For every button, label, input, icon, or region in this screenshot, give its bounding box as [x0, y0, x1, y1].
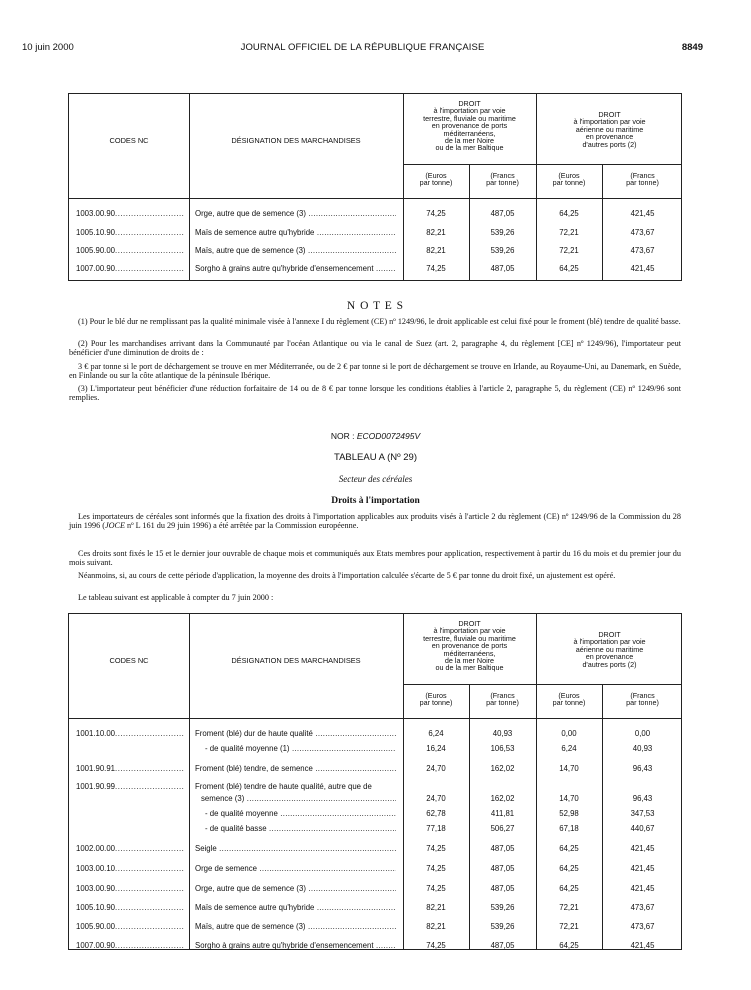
duty-value: 487,05: [490, 209, 515, 218]
note-2-detail: 3 € par tonne si le port de déchargement se trouve en mer Méditerranée, ou de 2 € par tonne si le port de déchargement se trouve en Irlande, au Royaume-Uni, au Danemark, en Suède, en Finlande ou sur la côte atlantique de la péninsule Ibérique.: [69, 362, 681, 381]
duty-value: 62,78: [426, 809, 446, 818]
francs-header: (Francs par tonne): [626, 171, 659, 188]
duty-value: 82,21: [426, 246, 446, 255]
designation: Maïs, autre que de semence (3) .....: [195, 922, 396, 931]
euros-header: (Euros par tonne): [552, 171, 586, 188]
duty-value: 74,25: [426, 864, 446, 873]
designation: Froment (blé) tendre de haute qualité, autre que de: [195, 782, 372, 791]
droit-mediterranean-header: DROIT à l'importation par voie terrestre, fluviale ou maritime en provenance de ports méditerranéens, de la mer Noire ou de la mer Baltique: [423, 619, 516, 673]
designation: - de qualité basse .....: [205, 824, 396, 833]
table-1-body: [69, 198, 681, 280]
duty-value: 14,70: [559, 794, 579, 803]
table-row: [69, 744, 681, 756]
duty-value: 64,25: [559, 844, 579, 853]
paragraph-1: Les importateurs de céréales sont informés que la fixation des droits à l'importation applicables aux produits visés à l'article 2 du règlement (CE) nº 1249/96 de la Commission du 28 juin 1996 (JOCE nº L 161 du 29 juin 1996) a été arrêtée par la Commission européenne.: [69, 512, 681, 531]
duty-value: 74,25: [426, 941, 446, 950]
note-2: (2) Pour les marchandises arrivant dans la Communauté par l'océan Atlantique ou via le canal de Suez (art. 2, paragraphe 4, du règlement [CE] nº 1249/96), l'importateur peut bénéficier d'une diminution de droits de :: [69, 339, 681, 358]
duty-value: 473,67: [630, 922, 655, 931]
duty-value: 6,24: [428, 729, 444, 738]
duty-value: 473,67: [630, 228, 655, 237]
euros-header: (Euros par tonne): [419, 691, 453, 708]
table-row: [69, 824, 681, 836]
droits-heading: Droits à l'importation: [331, 496, 420, 506]
euros-header: (Euros par tonne): [419, 171, 453, 188]
designation: Sorgho à grains autre qu'hybride d'ensemencement .....: [195, 264, 396, 273]
codes-nc-header: CODES NC: [109, 656, 149, 665]
duty-value: 487,05: [490, 864, 515, 873]
duty-value: 106,53: [490, 744, 515, 753]
duty-value: 421,45: [630, 844, 655, 853]
nc-code: 1002.00.00 .....: [76, 844, 184, 853]
nc-code: 1005.10.90 .....: [76, 903, 184, 912]
duty-value: 539,26: [490, 903, 515, 912]
header-title: JOURNAL OFFICIEL DE LA RÉPUBLIQUE FRANÇAISE: [240, 42, 485, 53]
duty-value: 473,67: [630, 246, 655, 255]
duty-value: 74,25: [426, 209, 446, 218]
duty-value: 77,18: [426, 824, 446, 833]
duty-value: 487,05: [490, 844, 515, 853]
designation-header: DÉSIGNATION DES MARCHANDISES: [231, 136, 361, 145]
table-row: [69, 903, 681, 915]
note-3: (3) L'importateur peut bénéficier d'une réduction forfaitaire de 14 ou de 8 € par tonne lorsque les conditions établies à l'article 2, paragraphe 5, du règlement (CE) nº 1249/96 sont remplies.: [69, 384, 681, 403]
designation: semence (3) .....: [201, 794, 396, 803]
designation: Sorgho à grains autre qu'hybride d'ensemencement .....: [195, 941, 396, 950]
droit-other-ports-header: DROIT à l'importation par voie aérienne ou maritime en provenance d'autres ports (2): [573, 630, 646, 669]
duty-value: 40,93: [632, 744, 653, 753]
note-1: (1) Pour le blé dur ne remplissant pas la qualité minimale visée à l'annexe I du règlement (CE) nº 1249/96, le droit applicable est celui fixé pour le froment (blé) tendre de qualité basse.: [78, 317, 681, 326]
duty-value: 421,45: [630, 209, 655, 218]
secteur-subtitle: Secteur des céréales: [338, 474, 413, 484]
duty-value: 67,18: [559, 824, 579, 833]
duty-value: 421,45: [630, 264, 655, 273]
duty-value: 421,45: [630, 941, 655, 950]
duty-value: 14,70: [559, 764, 579, 773]
header-page-number: 8849: [681, 42, 703, 53]
duty-value: 74,25: [426, 844, 446, 853]
header-date: 10 juin 2000: [22, 42, 74, 53]
import-duty-table-2: [68, 613, 682, 950]
table-row: [69, 764, 681, 776]
table-row: [69, 264, 681, 276]
table-row: [69, 729, 681, 741]
duty-value: 487,05: [490, 884, 515, 893]
designation: Froment (blé) tendre, de semence .....: [195, 764, 396, 773]
duty-value: 72,21: [559, 228, 579, 237]
designation: Orge de semence .....: [195, 864, 396, 873]
duty-value: 64,25: [559, 941, 579, 950]
duty-value: 0,00: [561, 729, 577, 738]
duty-value: 440,67: [630, 824, 655, 833]
running-header: [22, 42, 703, 56]
duty-value: 487,05: [490, 264, 515, 273]
designation: - de qualité moyenne (1) .....: [205, 744, 396, 753]
duty-value: 539,26: [490, 246, 515, 255]
duty-value: 64,25: [559, 209, 579, 218]
designation: Orge, autre que de semence (3) .....: [195, 209, 396, 218]
duty-value: 72,21: [559, 903, 579, 912]
nc-code: 1003.00.10 .....: [76, 864, 184, 873]
table-row: [69, 782, 681, 794]
duty-value: 82,21: [426, 903, 446, 912]
tableau-title: TABLEAU A (Nº 29): [333, 452, 418, 463]
table-row: [69, 941, 681, 953]
table-row: [69, 884, 681, 896]
nc-code: 1001.90.91 .....: [76, 764, 184, 773]
duty-value: 421,45: [630, 884, 655, 893]
designation: - de qualité moyenne .....: [205, 809, 396, 818]
duty-value: 74,25: [426, 884, 446, 893]
paragraph-2: Ces droits sont fixés le 15 et le dernier jour ouvrable de chaque mois et communiqués aux Etats membres pour application, respectivement à partir du 16 du mois et du premier jour du mois suivant.: [69, 549, 681, 568]
droit-mediterranean-header: DROIT à l'importation par voie terrestre, fluviale ou maritime en provenance de ports méditerranéens, de la mer Noire ou de la mer Baltique: [423, 99, 516, 153]
nc-code: 1007.00.90 .....: [76, 264, 184, 273]
nc-code: 1005.10.90 .....: [76, 228, 184, 237]
nc-code: 1005.90.00 .....: [76, 246, 184, 255]
duty-value: 162,02: [490, 764, 515, 773]
duty-value: 411,81: [490, 809, 515, 818]
duty-value: 16,24: [426, 744, 446, 753]
duty-value: 162,02: [490, 794, 515, 803]
designation: Orge, autre que de semence (3) .....: [195, 884, 396, 893]
nc-code: 1003.00.90 .....: [76, 884, 184, 893]
duty-value: 0,00: [634, 729, 651, 738]
codes-nc-header: CODES NC: [109, 136, 149, 145]
duty-value: 421,45: [630, 864, 655, 873]
droit-other-ports-header: DROIT à l'importation par voie aérienne ou maritime en provenance d'autres ports (2): [573, 110, 646, 149]
duty-value: 40,93: [492, 729, 513, 738]
duty-value: 96,43: [632, 764, 653, 773]
table-row: [69, 794, 681, 806]
nc-code: 1003.00.90 .....: [76, 209, 184, 218]
duty-value: 6,24: [561, 744, 577, 753]
notes-title: N O T E S: [346, 300, 405, 312]
duty-value: 64,25: [559, 264, 579, 273]
duty-value: 82,21: [426, 922, 446, 931]
nc-code: 1007.00.90 .....: [76, 941, 184, 950]
table-row: [69, 844, 681, 856]
duty-value: 82,21: [426, 228, 446, 237]
import-duty-table-1: [68, 93, 682, 281]
francs-header: (Francs par tonne): [486, 691, 519, 708]
table-row: [69, 922, 681, 934]
designation: Seigle .....: [195, 844, 396, 853]
duty-value: 96,43: [632, 794, 653, 803]
duty-value: 74,25: [426, 264, 446, 273]
table-2-body: [69, 718, 681, 949]
duty-value: 539,26: [490, 922, 515, 931]
duty-value: 64,25: [559, 884, 579, 893]
francs-header: (Francs par tonne): [486, 171, 519, 188]
designation: Maïs de semence autre qu'hybride .....: [195, 228, 396, 237]
duty-value: 72,21: [559, 922, 579, 931]
nc-code: 1001.10.00 .....: [76, 729, 184, 738]
duty-value: 24,70: [426, 794, 446, 803]
duty-value: 72,21: [559, 246, 579, 255]
duty-value: 473,67: [630, 903, 655, 912]
table-row: [69, 228, 681, 240]
nor-reference: NOR : ECOD0072495V: [330, 431, 421, 441]
duty-value: 64,25: [559, 864, 579, 873]
designation: Maïs, autre que de semence (3) .....: [195, 246, 396, 255]
paragraph-4: Le tableau suivant est applicable à compter du 7 juin 2000 :: [78, 593, 274, 602]
table-row: [69, 809, 681, 821]
duty-value: 506,27: [490, 824, 515, 833]
duty-value: 487,05: [490, 941, 515, 950]
designation-header: DÉSIGNATION DES MARCHANDISES: [231, 656, 361, 665]
francs-header: (Francs par tonne): [626, 691, 659, 708]
table-row: [69, 246, 681, 258]
nc-code: 1005.90.00 .....: [76, 922, 184, 931]
table-row: [69, 864, 681, 876]
designation: Froment (blé) dur de haute qualité .....: [195, 729, 396, 738]
designation: Maïs de semence autre qu'hybride .....: [195, 903, 396, 912]
nc-code: 1001.90.99 .....: [76, 782, 184, 791]
duty-value: 347,53: [630, 809, 655, 818]
table-row: [69, 209, 681, 221]
paragraph-3: Néanmoins, si, au cours de cette période d'application, la moyenne des droits à l'importation calculée s'écarte de 5 € par tonne du droit fixé, un ajustement est opéré.: [78, 571, 616, 580]
duty-value: 539,26: [490, 228, 515, 237]
duty-value: 24,70: [426, 764, 446, 773]
euros-header: (Euros par tonne): [552, 691, 586, 708]
duty-value: 52,98: [559, 809, 579, 818]
